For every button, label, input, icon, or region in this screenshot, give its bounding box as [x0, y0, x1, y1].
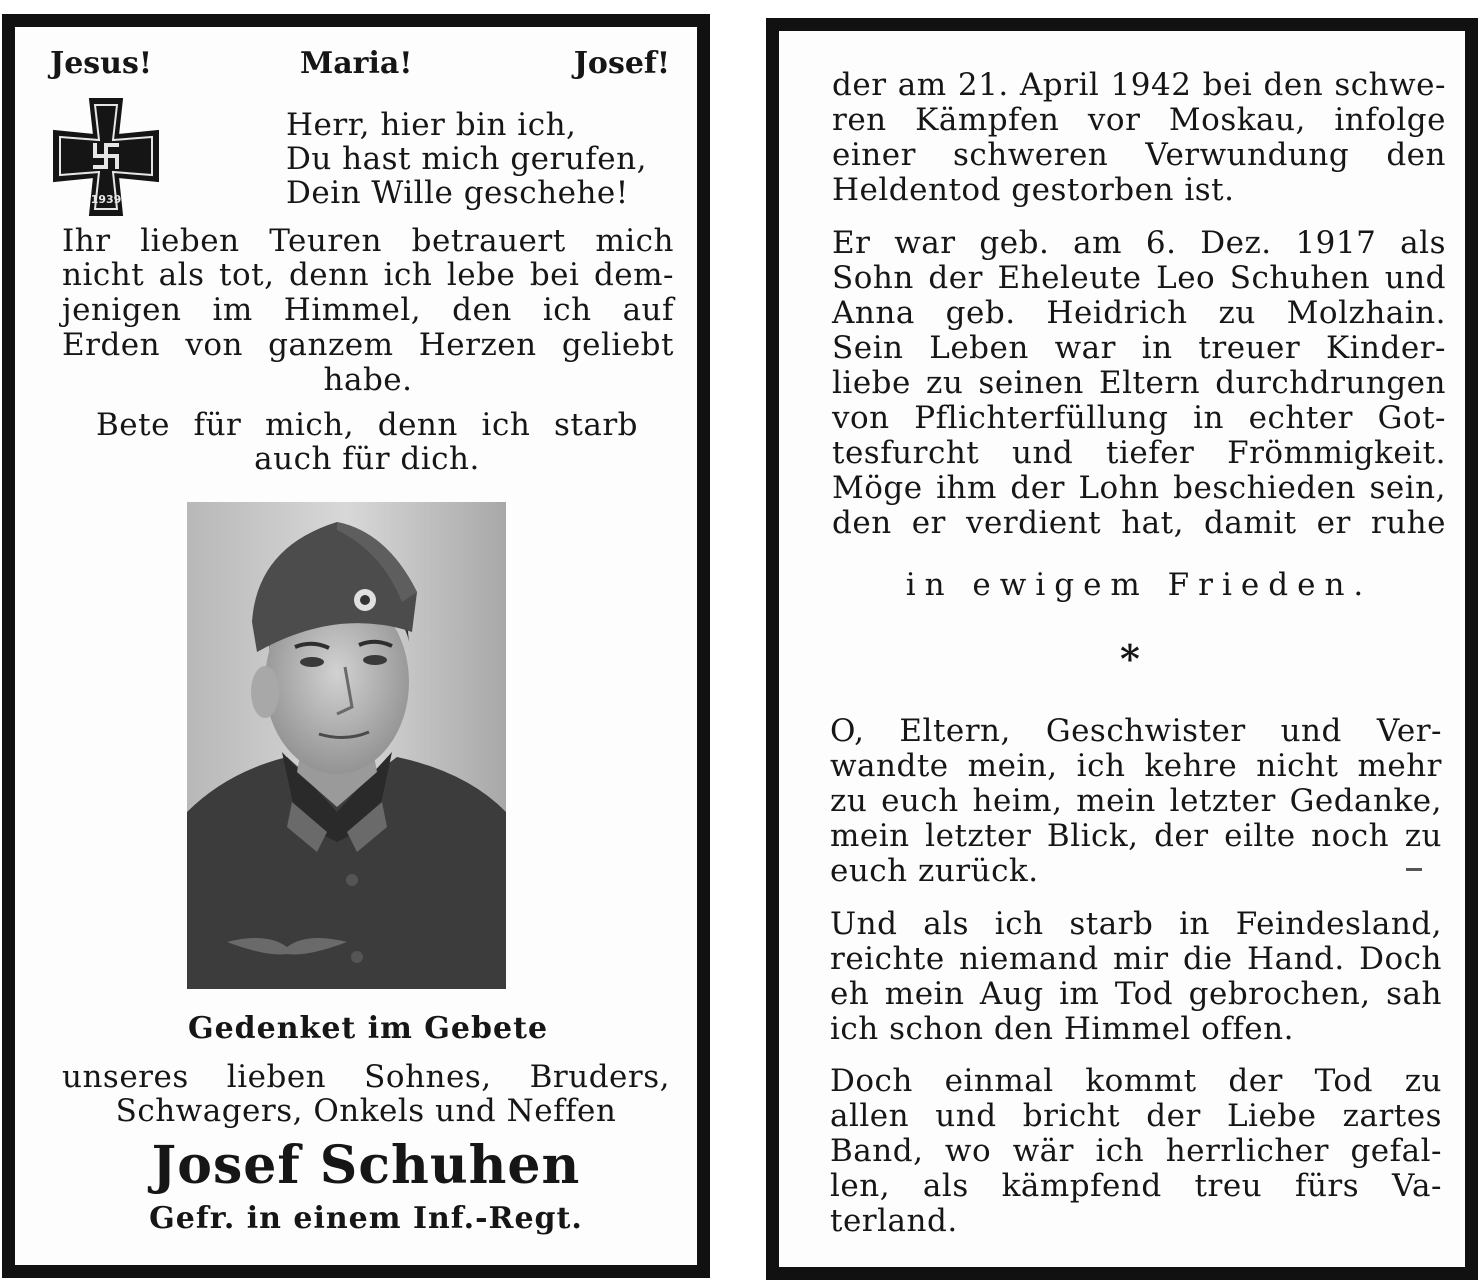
right-paragraph2-line-4: Sein Leben war in treuer Kinder- — [832, 330, 1446, 366]
poem2-line-1: Und als ich starb in Feindesland, — [830, 906, 1442, 942]
header-jesus: Jesus! — [50, 46, 153, 81]
right-paragraph2-line-9: den er verdient hat, damit er ruhe — [832, 505, 1446, 541]
left-paragraph1-line-4: Erden von ganzem Herzen geliebt — [62, 327, 674, 363]
left-paragraph2-line-2: auch für dich. — [254, 441, 480, 477]
right-paragraph1-line-2: ren Kämpfen vor Moskau, infolge — [832, 102, 1446, 138]
right-paragraph2-line-8: Möge ihm der Lohn beschieden sein, — [832, 470, 1446, 506]
poem3-line-1: Doch einmal kommt der Tod zu — [830, 1063, 1442, 1099]
verse-line-3: Dein Wille geschehe! — [286, 175, 629, 211]
left-paragraph1-line-1: Ihr lieben Teuren betrauert mich — [62, 223, 674, 259]
left-paragraph1-line-3: jenigen im Himmel, den ich auf — [62, 292, 674, 328]
soldier-portrait-photo — [187, 502, 506, 989]
poem3-line-2: allen und bricht der Liebe zartes — [830, 1098, 1442, 1134]
left-paragraph1-line-5: habe. — [323, 362, 413, 398]
poem1-line-1: O, Eltern, Geschwister und Ver- — [830, 713, 1442, 749]
verse-line-1: Herr, hier bin ich, — [286, 107, 577, 143]
ewigem-frieden: in ewigem Frieden. — [905, 567, 1373, 603]
right-paragraph1-line-4: Heldentod gestorben ist. — [832, 172, 1235, 208]
poem3-line-5: terland. — [830, 1203, 958, 1239]
right-paragraph2-line-6: von Pflichterfüllung in echter Got- — [832, 400, 1446, 436]
poem3-line-3: Band, wo wär ich herrlicher gefal- — [830, 1133, 1442, 1169]
poem2-line-2: reichte niemand mir die Hand. Doch — [830, 941, 1442, 977]
poem1-line-3: zu euch heim, mein letzter Gedanke, — [830, 783, 1442, 819]
deceased-name: Josef Schuhen — [151, 1135, 581, 1196]
right-paragraph1-line-1: der am 21. April 1942 bei den schwe- — [832, 67, 1446, 103]
left-paragraph2-line-1: Bete für mich, denn ich starb — [96, 407, 638, 443]
right-paragraph2-line-1: Er war geb. am 6. Dez. 1917 als — [832, 225, 1446, 261]
asterisk-divider: * — [1120, 636, 1140, 681]
poem1-line-4: mein letzter Blick, der eilte noch zu — [830, 818, 1442, 854]
deceased-rank: Gefr. in einem Inf.-Regt. — [149, 1201, 583, 1236]
poem2-line-4: ich schon den Himmel offen. — [830, 1011, 1294, 1047]
poem3-line-4: len, als kämpfend treu fürs Va- — [830, 1168, 1442, 1204]
poem1-line-5: euch zurück. — [830, 853, 1039, 889]
poem2-line-3: eh mein Aug im Tod gebrochen, sah — [830, 976, 1442, 1012]
right-paragraph2-line-7: tesfurcht und tiefer Frömmigkeit. — [832, 435, 1446, 471]
verse-line-2: Du hast mich gerufen, — [286, 141, 647, 177]
relations-line-1: unseres lieben Sohnes, Bruders, — [62, 1059, 670, 1095]
print-smudge — [1406, 868, 1422, 871]
gedenket-heading: Gedenket im Gebete — [187, 1011, 549, 1046]
left-paragraph1-line-2: nicht als tot, denn ich lebe bei dem- — [62, 257, 674, 293]
iron-cross-icon — [50, 95, 162, 219]
header-maria: Maria! — [300, 46, 413, 81]
header-row — [50, 46, 670, 86]
right-paragraph2-line-3: Anna geb. Heidrich zu Molzhain. — [832, 295, 1446, 331]
cross-year: 1939 — [90, 193, 122, 206]
header-josef: Josef! — [573, 46, 670, 81]
right-paragraph2-line-5: liebe zu seinen Eltern durchdrungen — [832, 365, 1446, 401]
poem1-line-2: wandte mein, ich kehre nicht mehr — [830, 748, 1442, 784]
right-paragraph2-line-2: Sohn der Eheleute Leo Schuhen und — [832, 260, 1446, 296]
relations-line-2: Schwagers, Onkels und Neffen — [115, 1093, 617, 1129]
right-paragraph1-line-3: einer schweren Verwundung den — [832, 137, 1446, 173]
